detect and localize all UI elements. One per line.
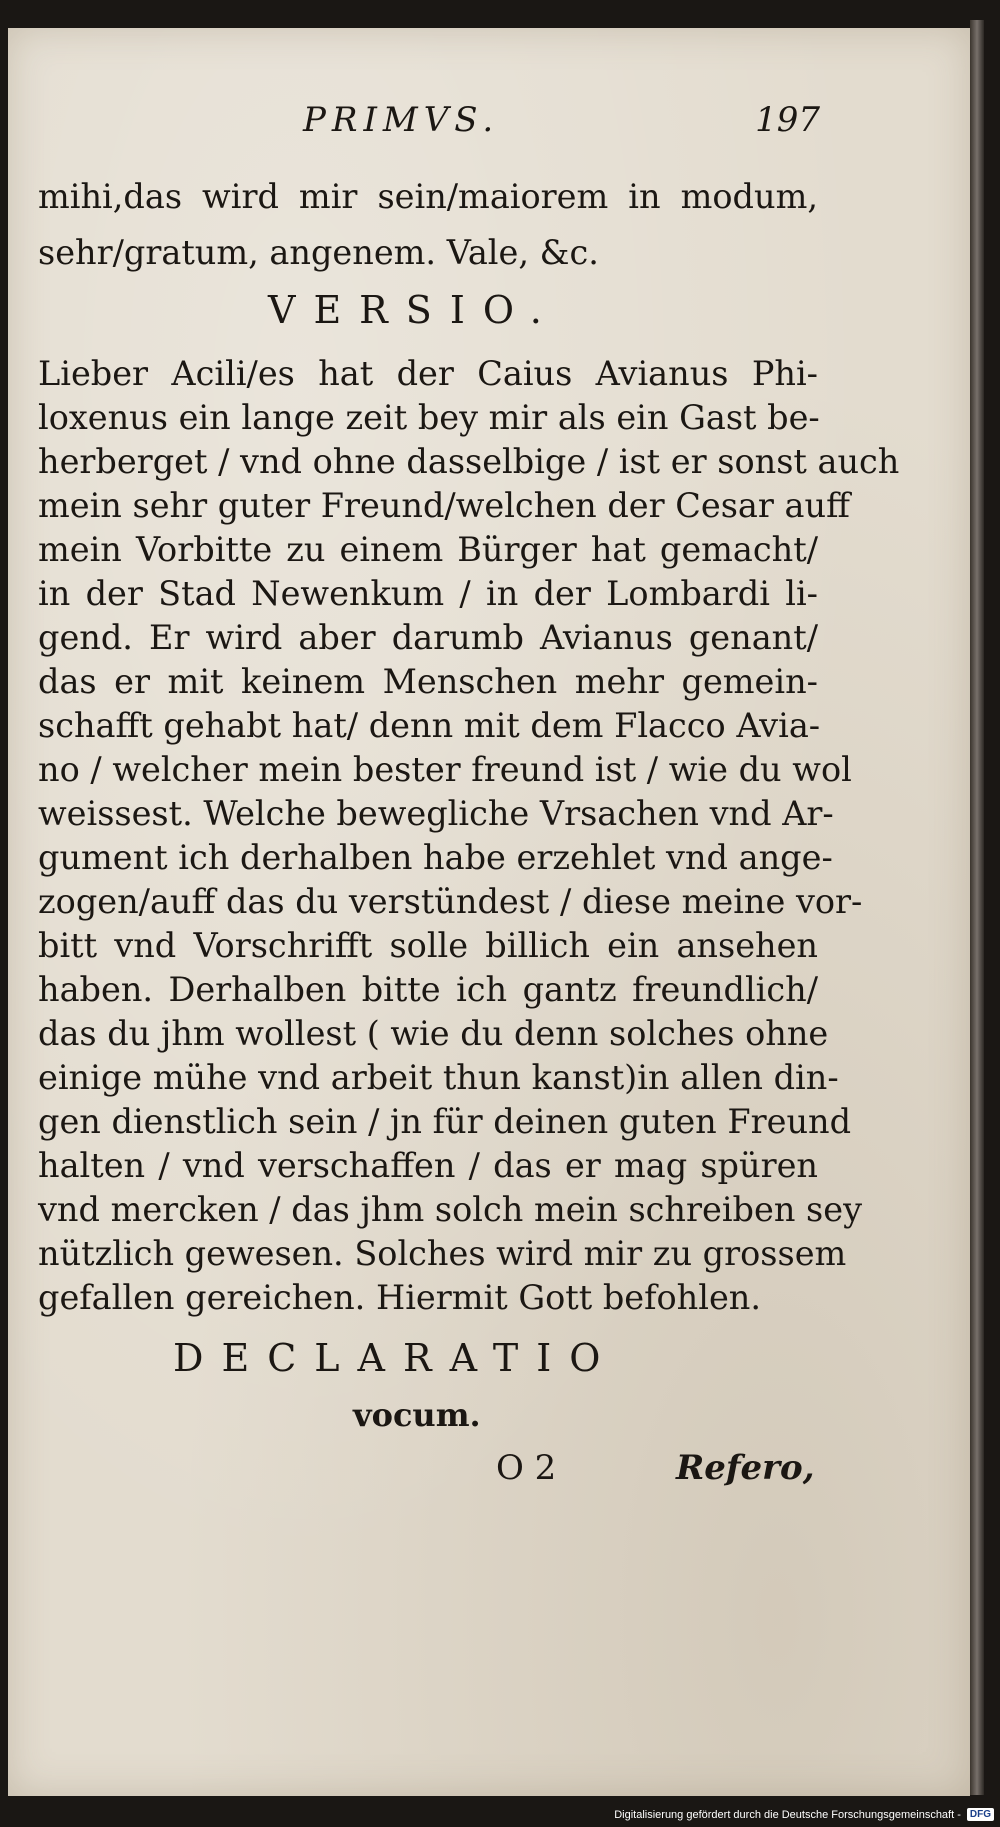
text-line: sehr/gratum, angenem. Vale, &c. (38, 233, 599, 272)
text-line: das er mit keinem Menschen mehr gemein- (38, 662, 818, 701)
section-heading-versio: VERSIO. (268, 288, 560, 332)
text-line: weissest. Welche bewegliche Vrsachen vnd Ar- (38, 794, 834, 833)
page-number: 197 (755, 100, 820, 140)
page-text-block (8, 28, 970, 1796)
signature-mark: O 2 (496, 1448, 557, 1488)
text-line: herberget / vnd ohne dasselbige / ist er sonst auch (38, 442, 900, 481)
text-line: bitt vnd Vorschrifft solle billich ein ansehen (38, 926, 818, 965)
text-line: gefallen gereichen. Hiermit Gott befohlen. (38, 1278, 762, 1317)
text-line: loxenus ein lange zeit bey mir als ein Gast be- (38, 398, 820, 437)
book-page (8, 28, 970, 1796)
text-line: gen dienstlich sein / jn für deinen guten Freund (38, 1102, 852, 1141)
dfg-logo-icon: DFG (967, 1808, 994, 1821)
text-line: nützlich gewesen. Solches wird mir zu grossem (38, 1234, 847, 1273)
text-line: haben. Derhalben bitte ich gantz freundlich/ (38, 970, 818, 1009)
text-line: halten / vnd verschaffen / das er mag spüren (38, 1146, 818, 1185)
text-line: schafft gehabt hat/ denn mit dem Flacco Avia- (38, 706, 821, 745)
text-line: gument ich derhalben habe erzehlet vnd ange- (38, 838, 833, 877)
text-line: vnd mercken / das jhm solch mein schreiben sey (38, 1190, 862, 1229)
text-line: mein sehr guter Freund/welchen der Cesar auff (38, 486, 850, 525)
text-line: das du jhm wollest ( wie du denn solches ohne (38, 1014, 829, 1053)
book-gutter (970, 20, 984, 1795)
text-line: zogen/auff das du verstündest / diese meine vor- (38, 882, 863, 921)
catchword: Refero, (676, 1448, 815, 1488)
section-subheading: vocum. (353, 1396, 481, 1434)
section-heading-declaratio: DECLARATIO (173, 1336, 619, 1380)
credit-text: Digitalisierung gefördert durch die Deutsche Forschungsgemeinschaft - (614, 1808, 961, 1821)
running-head: PRIMVS. (303, 100, 500, 140)
text-line: einige mühe vnd arbeit thun kanst)in allen din- (38, 1058, 839, 1097)
digitization-credit (614, 1808, 994, 1821)
text-line: in der Stad Newenkum / in der Lombardi li- (38, 574, 818, 613)
text-line: no / welcher mein bester freund ist / wie du wol (38, 750, 852, 789)
text-line: gend. Er wird aber darumb Avianus genant/ (38, 618, 818, 657)
text-line: mihi,das wird mir sein/maiorem in modum, (38, 177, 818, 216)
text-line: Lieber Acili/es hat der Caius Avianus Phi- (38, 354, 818, 393)
text-line: mein Vorbitte zu einem Bürger hat gemacht/ (38, 530, 818, 569)
